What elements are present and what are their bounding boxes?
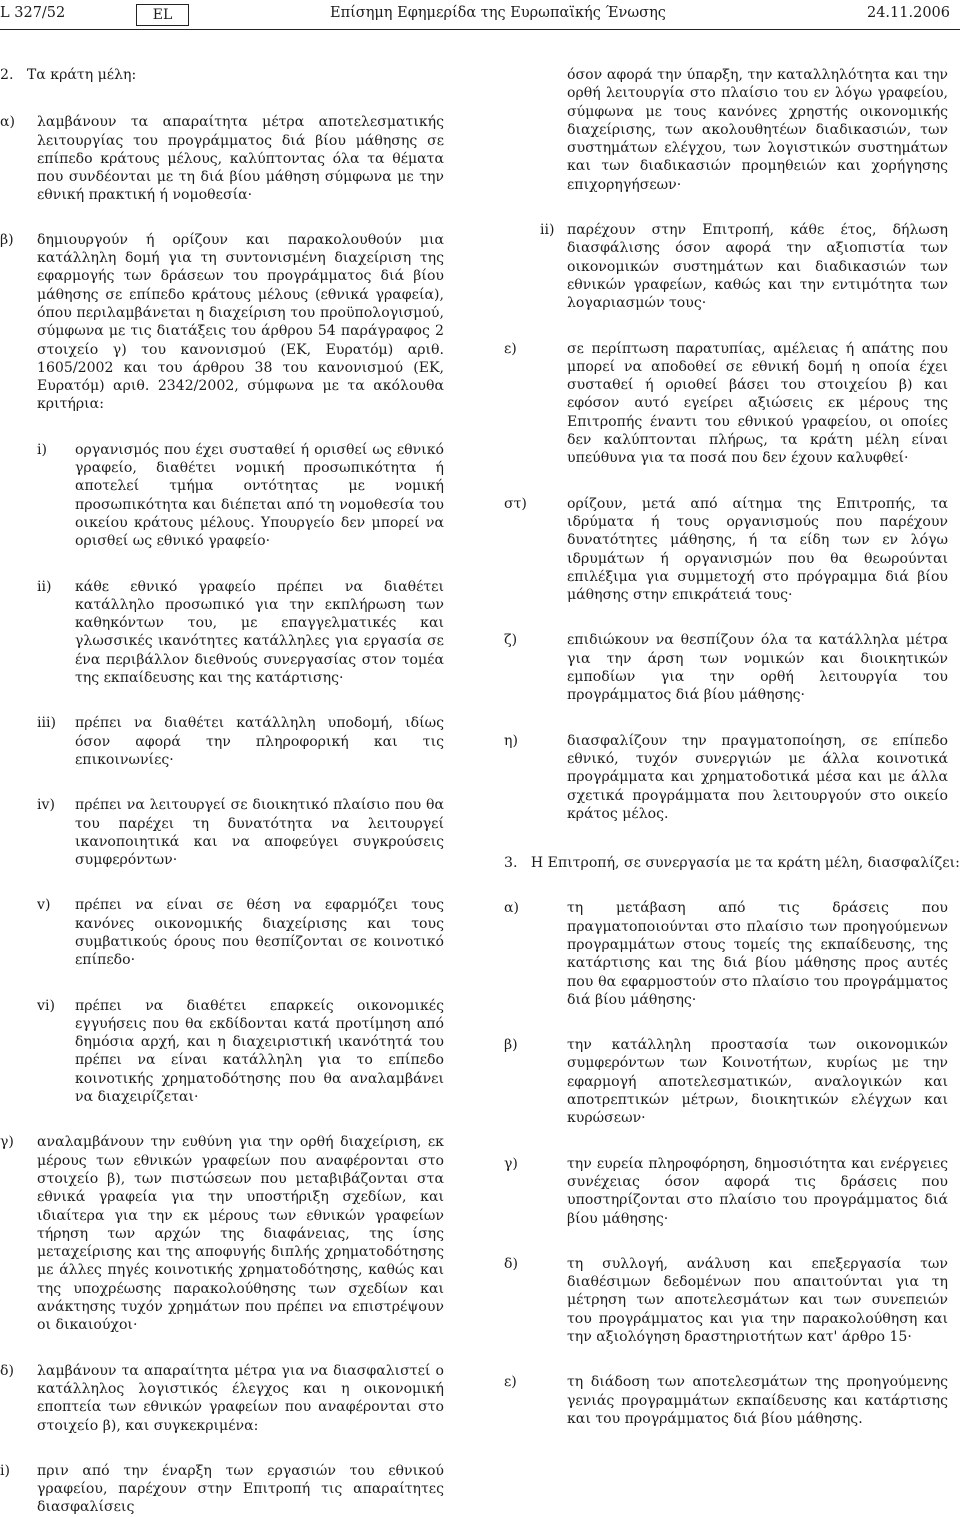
item-text: τη συλλογή, ανάλυση και επεξεργασία των διαθέσιμων δεδομένων που απαιτούνται για τη μέτρηση των αποτελεσμάτων και των συνεπειών του προγράμματος και για την παρακολούθηση και την αξιολόγηση δραστηριοτήτων κατ' άρθρο 15· <box>567 1255 948 1346</box>
sub-item-b-iv <box>0 796 444 869</box>
item-text: δημιουργούν ή ορίζουν και παρακολουθούν μια κατάλληλη δομή για τη συντονισμένη διαχείριση της εφαρμογής των δράσεων του προγράμματος διά βίου μάθησης σε επίπεδο κράτους μέλους (εθνικά γραφεία), όπου περιλαμβάνεται η διαχείριση του προϋπολογισμού, σύμφωνα με τις διατάξεις του άρθρου 54 παράγραφος 2 στοιχείο γ) του κανονισμού (ΕΚ, Ευρατόμ) αριθ. 1605/2002 και του άρθρου 38 του κανονισμού (ΕΚ, Ευρατόμ) αριθ. 2342/2002, σύμφωνα με τα ακόλουθα κριτήρια: <box>37 231 444 413</box>
p3-item-b <box>504 1036 948 1127</box>
item-text: την ευρεία πληροφόρηση, δημοσιότητα και ενέργειες συνέχειας όσον αφορά τις δράσεις που υποστηρίζονται στο πλαίσιο του προγράμματος διά βίου μάθησης· <box>567 1155 948 1227</box>
sub-item-b-i <box>0 441 444 551</box>
sub-item-b-v <box>0 896 444 969</box>
item-label: γ) <box>504 1155 518 1172</box>
header-rule <box>0 29 960 30</box>
item-label: vi) <box>37 997 55 1014</box>
item-label: η) <box>504 732 518 749</box>
list-item-b <box>0 231 444 414</box>
item-text: λαμβάνουν τα απαραίτητα μέτρα αποτελεσματικής λειτουργίας του προγράμματος διά βίου μάθησης σε επίπεδο κράτους μέλους, καλύπτοντας όλα τα θέματα που συνδέονται με τη διά βίου μάθηση σύμφωνα με την εθνική πρακτική ή νομοθεσία· <box>37 114 444 204</box>
list-item-c <box>0 1133 444 1334</box>
item-text: επιδιώκουν να θεσπίζουν όλα τα κατάλληλα μέτρα για την άρση των νομικών και διοικητικών εμποδίων για την ορθή λειτουργία του προγράμματος διά βίου μάθησης· <box>567 632 948 704</box>
item-label: α) <box>504 900 520 917</box>
p3-item-a <box>504 899 948 1009</box>
item-label: iv) <box>37 797 55 814</box>
sub-item-b-ii <box>0 578 444 688</box>
item-label: ζ) <box>504 632 518 649</box>
item-label: ii) <box>540 222 555 239</box>
sub-item-b-iii <box>0 714 444 769</box>
p3-item-c <box>504 1155 948 1228</box>
item-label: γ) <box>0 1134 14 1151</box>
item-text: πρέπει να είναι σε θέση να εφαρμόζει τους κανόνες οικονομικής διαχείρισης και τους συμβατικούς όρους που θεσπίζονται σε κοινοτικό επίπεδο· <box>75 897 444 969</box>
left-column <box>0 66 444 1517</box>
p3-item-e <box>504 1373 948 1428</box>
list-item-a <box>0 113 444 204</box>
sub-item-d-i-continued <box>504 66 948 194</box>
item-label: i) <box>37 441 48 458</box>
item-text: τη μετάβαση από τις δράσεις που πραγματοποιούνται στο πλαίσιο των προηγούμενων προγραμμάτων στους τομείς της εκπαίδευσης, της κατάρτισης και της διά βίου μάθησης προς αυτές που θα εφαρμοστούν στο πλαίσιο του προγράμματος διά βίου μάθησης· <box>567 900 948 1008</box>
p3-item-d <box>504 1255 948 1346</box>
list-item-d <box>0 1362 444 1435</box>
sub-item-b-vi <box>0 997 444 1107</box>
item-text: λαμβάνουν τα απαραίτητα μέτρα για να διασφαλιστεί ο κατάλληλος λογιστικός έλεγχος και η οικονομική εποπτεία των εθνικών γραφείων που αναφέρονται στο στοιχείο β), και συγκεκριμένα: <box>37 1362 444 1434</box>
item-text: ορίζουν, μετά από αίτημα της Επιτροπής, τα ιδρύματα ή τους οργανισμούς που παρέχουν δυνατότητες μάθησης, ή τα είδη των εν λόγω ιδρυμάτων ή οργανισμών που θα θεωρούνται επιλέξιμα για συμμετοχή στο πρόγραμμα διά βίου μάθησης στην επικράτειά τους· <box>567 495 948 604</box>
journal-title: Επίσημη Εφημερίδα της Ευρωπαϊκής Ένωσης <box>330 5 666 21</box>
item-label: i) <box>0 1462 11 1479</box>
item-text: πρέπει να λειτουργεί σε διοικητικό πλαίσιο που θα του παρέχει τη δυνατότητα να λειτουργεί ικανοποιητικά και να αποφεύγει συγκρούσεις συμφερόντων· <box>75 797 444 869</box>
item-text: πρέπει να διαθέτει επαρκείς οικονομικές εγγυήσεις που θα εκδίδονται κατά προτίμηση από δημόσια αρχή, και η διαχειριστική ικανότητά του πρέπει να είναι κατάλληλη για το επίπεδο κοινοτικής χρηματοδότησης που θα αναλαμβάνει να διαχειρίζεται· <box>75 997 444 1106</box>
item-text: κάθε εθνικό γραφείο πρέπει να διαθέτει κατάλληλο προσωπικό για την εκπλήρωση των καθηκόντων του, με επαγγελματικές και γλωσσικές ικανότητες κατάλληλες για εργασία σε ένα περιβάλλον διεθνούς συνεργασίας στον τομέα της εκπαίδευσης και της κατάρτισης· <box>75 578 444 687</box>
publication-date: 24.11.2006 <box>866 5 950 21</box>
list-item-st <box>504 495 948 605</box>
right-column <box>504 66 960 1428</box>
item-text: την κατάλληλη προστασία των οικονομικών συμφερόντων των Κοινοτήτων, κυρίως με την εφαρμογή αποτελεσματικών, αναλογικών και αποτρεπτικών μέτρων, διοικητικών ελέγχων και κυρώσεων· <box>567 1037 948 1127</box>
item-label: ii) <box>37 578 52 595</box>
paragraph-2-intro: 2. Τα κράτη μέλη: <box>0 67 137 83</box>
item-label: δ) <box>504 1255 518 1272</box>
item-text: διασφαλίζουν την πραγματοποίηση, σε επίπεδο εθνικό, τυχόν συνεργιών με άλλα κοινοτικά προγράμματα και χρηματοδοτικά μέσα και με άλλα σχετικά προγράμματα που λειτουργούν στο οικείο κράτος μέλος. <box>567 732 948 822</box>
item-label: στ) <box>504 495 527 512</box>
sub-item-d-ii <box>504 221 948 312</box>
item-label: ε) <box>504 340 517 357</box>
item-label: β) <box>0 231 14 248</box>
item-text: όσον αφορά την ύπαρξη, την καταλληλότητα και την ορθή λειτουργία στο πλαίσιο του εν λόγω γραφείου, σύμφωνα με τους κανόνες χρηστής οικονομικής διαχείρισης, των ακολουθητέων διαδικασιών, των συστημάτων ελέγχου, των λογιστικών συστημάτων και των διαδικασιών προμηθειών και χορήγησης επιχορηγήσεων· <box>567 67 948 193</box>
page-reference: L 327/52 <box>0 5 66 21</box>
item-text: πρέπει να διαθέτει κατάλληλη υποδομή, ιδίως όσον αφορά την πληροφορική και τις επικοινωνίες· <box>75 715 444 768</box>
page-header <box>0 0 960 30</box>
item-text: τη διάδοση των αποτελεσμάτων της προηγούμενης γενιάς προγραμμάτων εκπαίδευσης και κατάρτισης και του προγράμματος διά βίου μάθησης. <box>567 1374 948 1427</box>
sub-item-d-i <box>0 1462 444 1517</box>
item-label: β) <box>504 1037 518 1054</box>
language-box: EL <box>136 4 189 26</box>
item-label: α) <box>0 114 16 131</box>
item-text: αναλαμβάνουν την ευθύνη για την ορθή διαχείριση, εκ μέρους των εθνικών γραφείων που αναφέρονται στο στοιχείο β), των πιστώσεων που μεταβιβάζονται στα εθνικά γραφεία για την υποστήριξη σχεδίων, και ιδιαίτερα για την εκ μέρους των εθνικών γραφείων τήρηση των αρχών της διαφάνειας, της ίσης μεταχείρισης και της αποφυγής διπλής χρηματοδότησης με άλλες πηγές κοινοτικής χρηματοδότησης, καθώς και της υποχρέωσης παρακολούθησης των σχεδίων και ανάκτησης τυχόν χρημάτων που πρέπει να επιστρέψουν οι δικαιούχοι· <box>37 1134 444 1334</box>
item-text: πριν από την έναρξη των εργασιών του εθνικού γραφείου, παρέχουν στην Επιτροπή τις απαραίτητες διασφαλίσεις <box>37 1462 444 1516</box>
item-label: v) <box>37 897 51 914</box>
item-text: παρέχουν στην Επιτροπή, κάθε έτος, δήλωση διασφάλισης όσον αφορά την αξιοπιστία των οικονομικών συστημάτων και διαδικασιών των εθνικών γραφείων, καθώς και την εντιμότητα των λογαριασμών τους· <box>567 222 948 312</box>
list-item-e <box>504 340 948 468</box>
list-item-h <box>504 732 948 823</box>
item-label: iii) <box>37 715 57 732</box>
item-text: σε περίπτωση παρατυπίας, αμέλειας ή απάτης που μπορεί να αποδοθεί σε εθνική δομή η οποία έχει συσταθεί ή οριοθεί βάσει του στοιχείου β) και εφόσον αυτό εγείρει αξιώσεις εκ μέρους της Επιτροπής έναντι του εθνικού γραφείου, οι οποίες δεν καλύπτονται πλήρως, τα κράτη μέλη είναι υπεύθυνα για τα ποσά που δεν έχουν καλυφθεί· <box>567 340 948 467</box>
paragraph-3-intro: 3. Η Επιτροπή, σε συνεργασία με τα κράτη μέλη, διασφαλίζει: <box>504 855 960 872</box>
item-label: ε) <box>504 1374 517 1391</box>
item-label: δ) <box>0 1362 14 1379</box>
item-text: οργανισμός που έχει συσταθεί ή ορισθεί ως εθνικό γραφείο, διαθέτει νομική προσωπικότητα ή αποτελεί τμήμα οντότητας με νομική προσωπικότητα και διέπεται από τη νομοθεσία του οικείου κράτους μέλους. Υπουργείο δεν μπορεί να ορισθεί ως εθνικό γραφείο· <box>75 441 444 550</box>
list-item-z <box>504 631 948 704</box>
